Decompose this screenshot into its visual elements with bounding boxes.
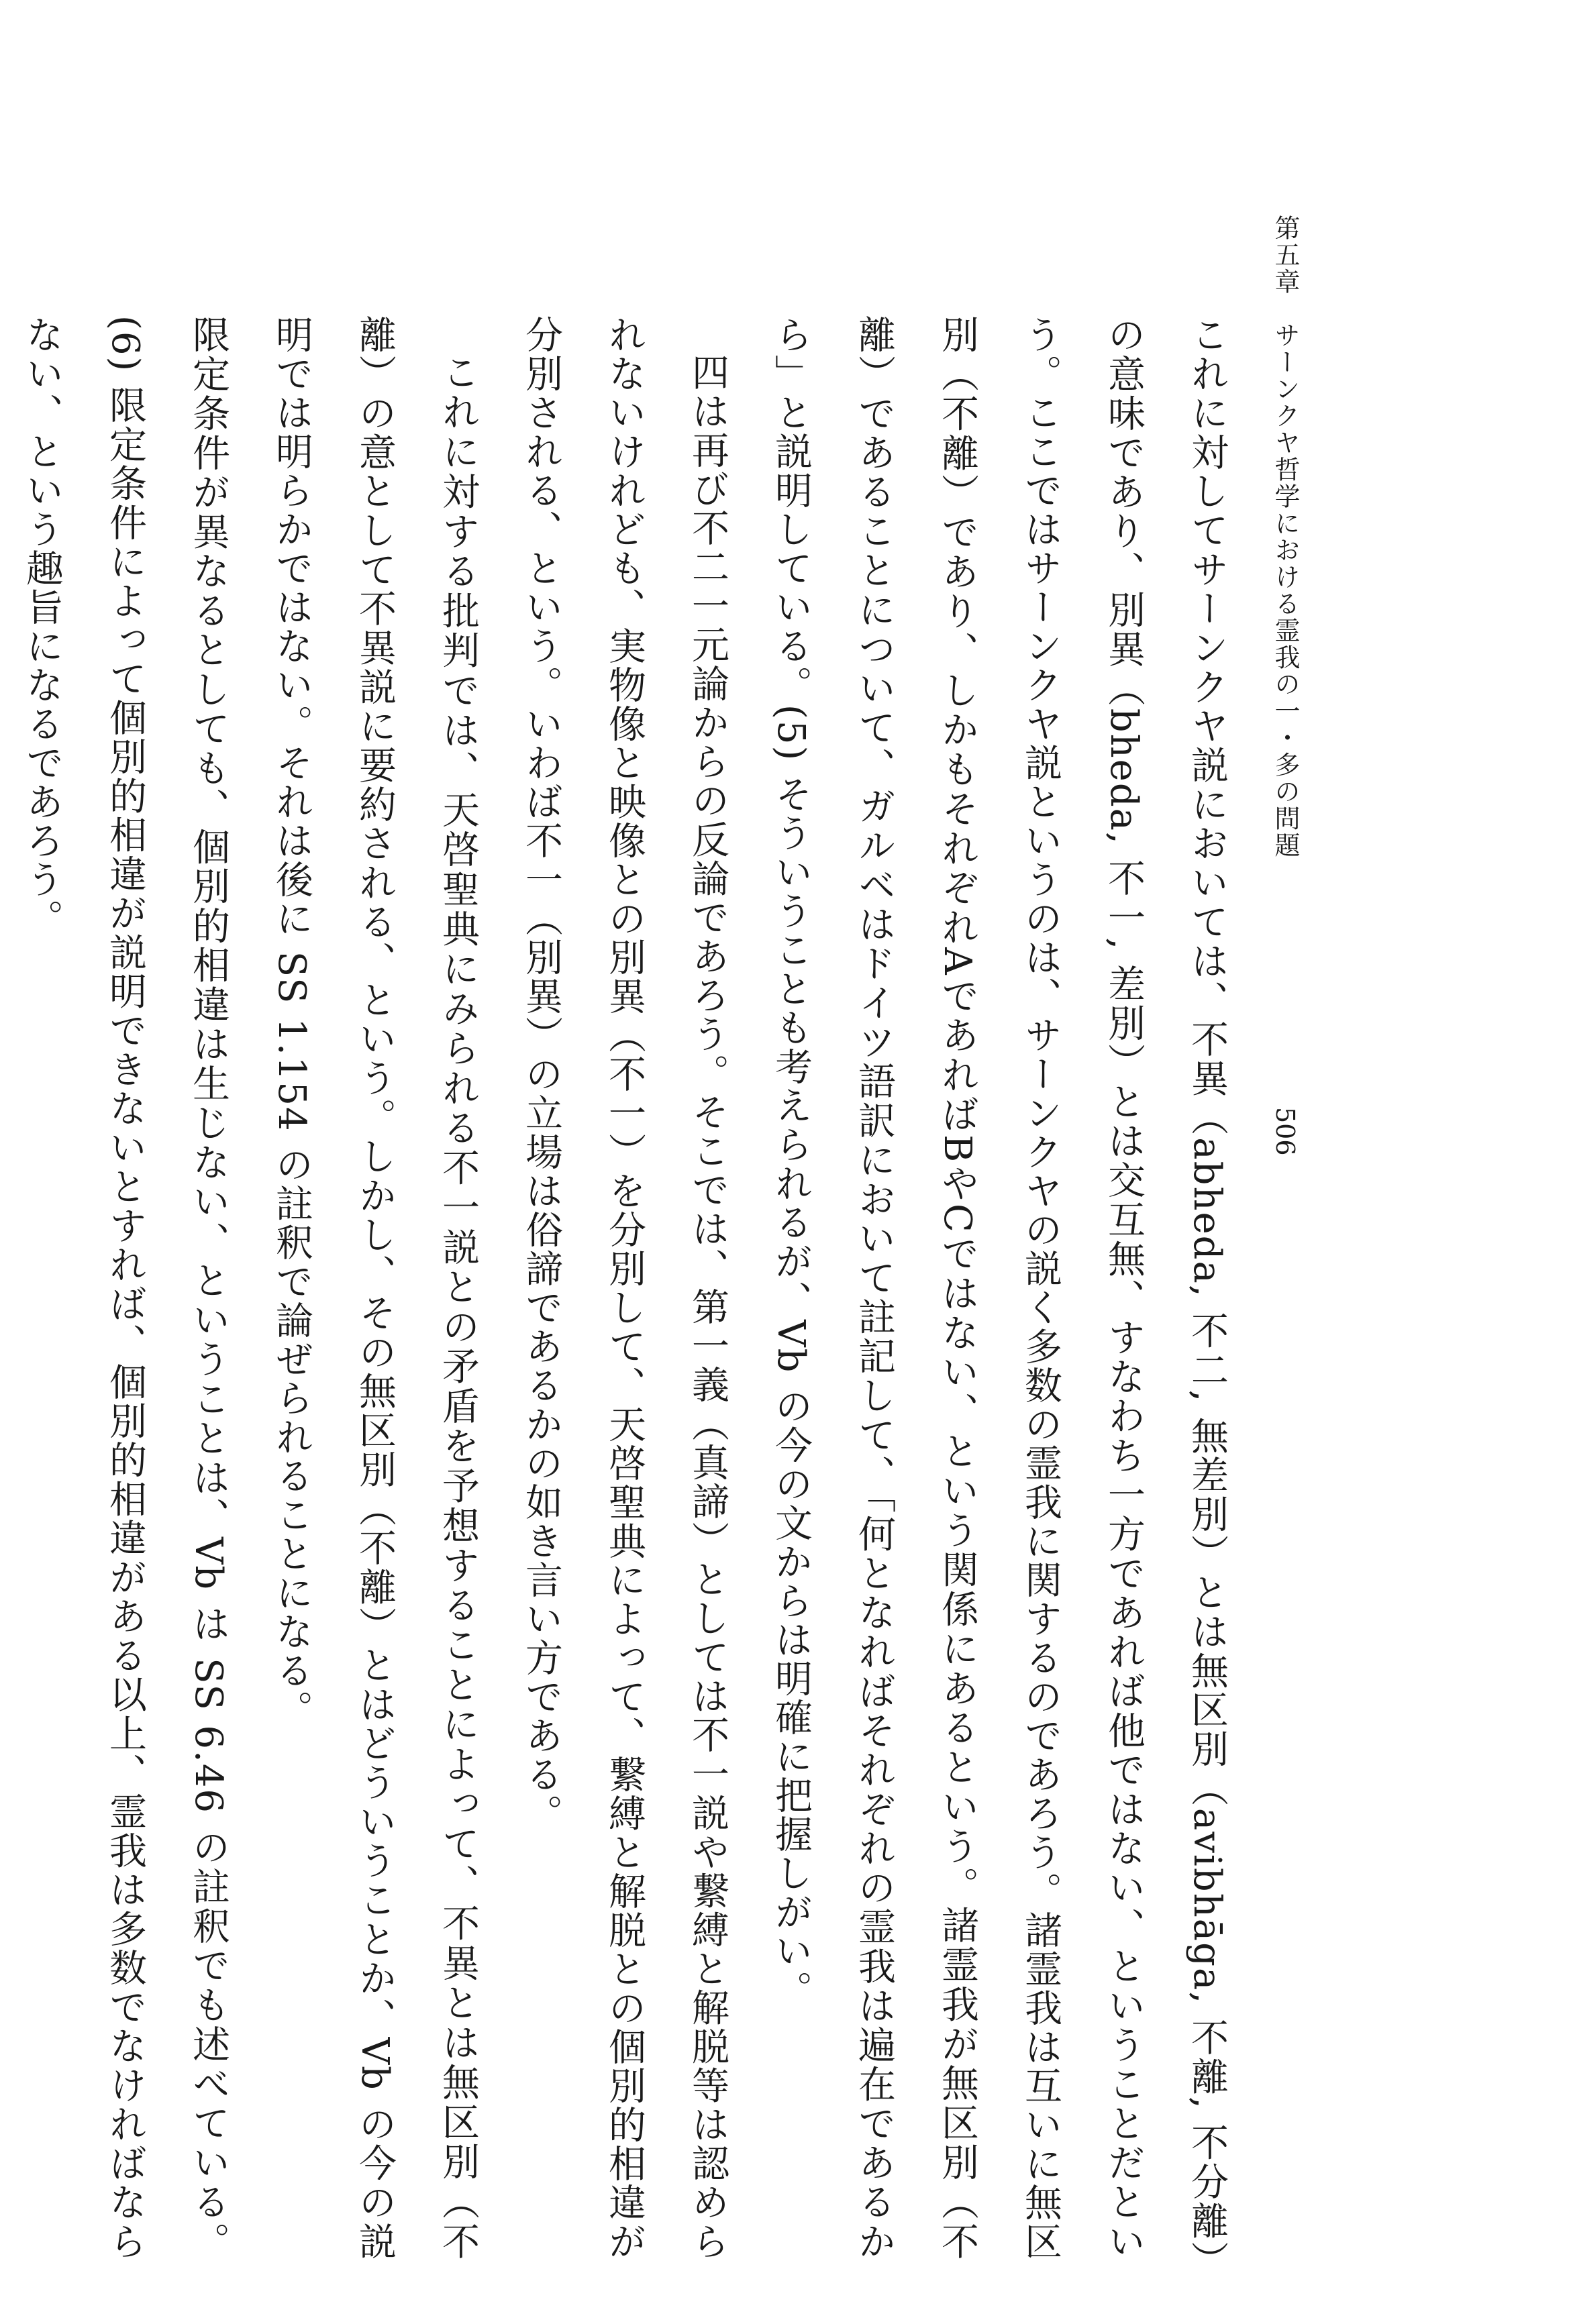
paragraph-2: 四は再び不二一元論からの反論であろう。そこでは、第一義（真諦）としては不一説や繋縛と解脱等は認められないけれども、実物像と映像との別異（不一）を分別して、天啓聖典によって、繋縛と解脱との個別的相違が分別される、という。いわば不一（別異）の立場は俗諦であるかの如き言い方である。 bbox=[519, 315, 729, 2262]
body-text bbox=[20, 315, 1248, 2262]
paragraph-4: 限定条件が異なるとしても、個別的相違は生じない、ということは、Vb は SS 6.46 の註釈でも述べている。(6) 限定条件によって個別的相違が説明できないとすれば、個別的相違がある以上、霊我は多数でなければならない、という趣旨になるであろう。 bbox=[20, 315, 230, 2261]
running-header: 第五章 サーンクヤ哲学における霊我の一・多の問題 bbox=[1270, 215, 1300, 859]
paragraph-3: これに対する批判では、天啓聖典にみられる不一説との矛盾を予想することによって、不異とは無区別（不離）の意として不異説に要約される、という。しかし、その無区別（不離）とはどういうことか、Vb の今の説明では明らかではない。それは後に SS 1.154 の註釈で論ぜられることになる。 bbox=[270, 315, 480, 2262]
paragraph-1: これに対してサーンクヤ説においては、不異（abheda, 不二, 無差別）とは無区別（avibhāga, 不離, 不分離）の意味であり、別異（bheda, 不一, 差別）とは交互無、すなわち一方であれば他ではない、ということだという。ここではサーンクヤ説というのは、サーンクヤの説く多数の霊我に関するのであろう。諸霊我は互いに無区別（不離）であり、しかもそれぞれAであればBやCではない、という関係にあるという。諸霊我が無区別（不離）であることについて、ガルベはドイツ語訳において註記して、「何となればそれぞれの霊我は遍在であるから」と説明している。(5) そういうことも考えられるが、Vb の今の文からは明確に把握しがい。 bbox=[769, 315, 1229, 2261]
page-number: 506 bbox=[1270, 1107, 1300, 1156]
